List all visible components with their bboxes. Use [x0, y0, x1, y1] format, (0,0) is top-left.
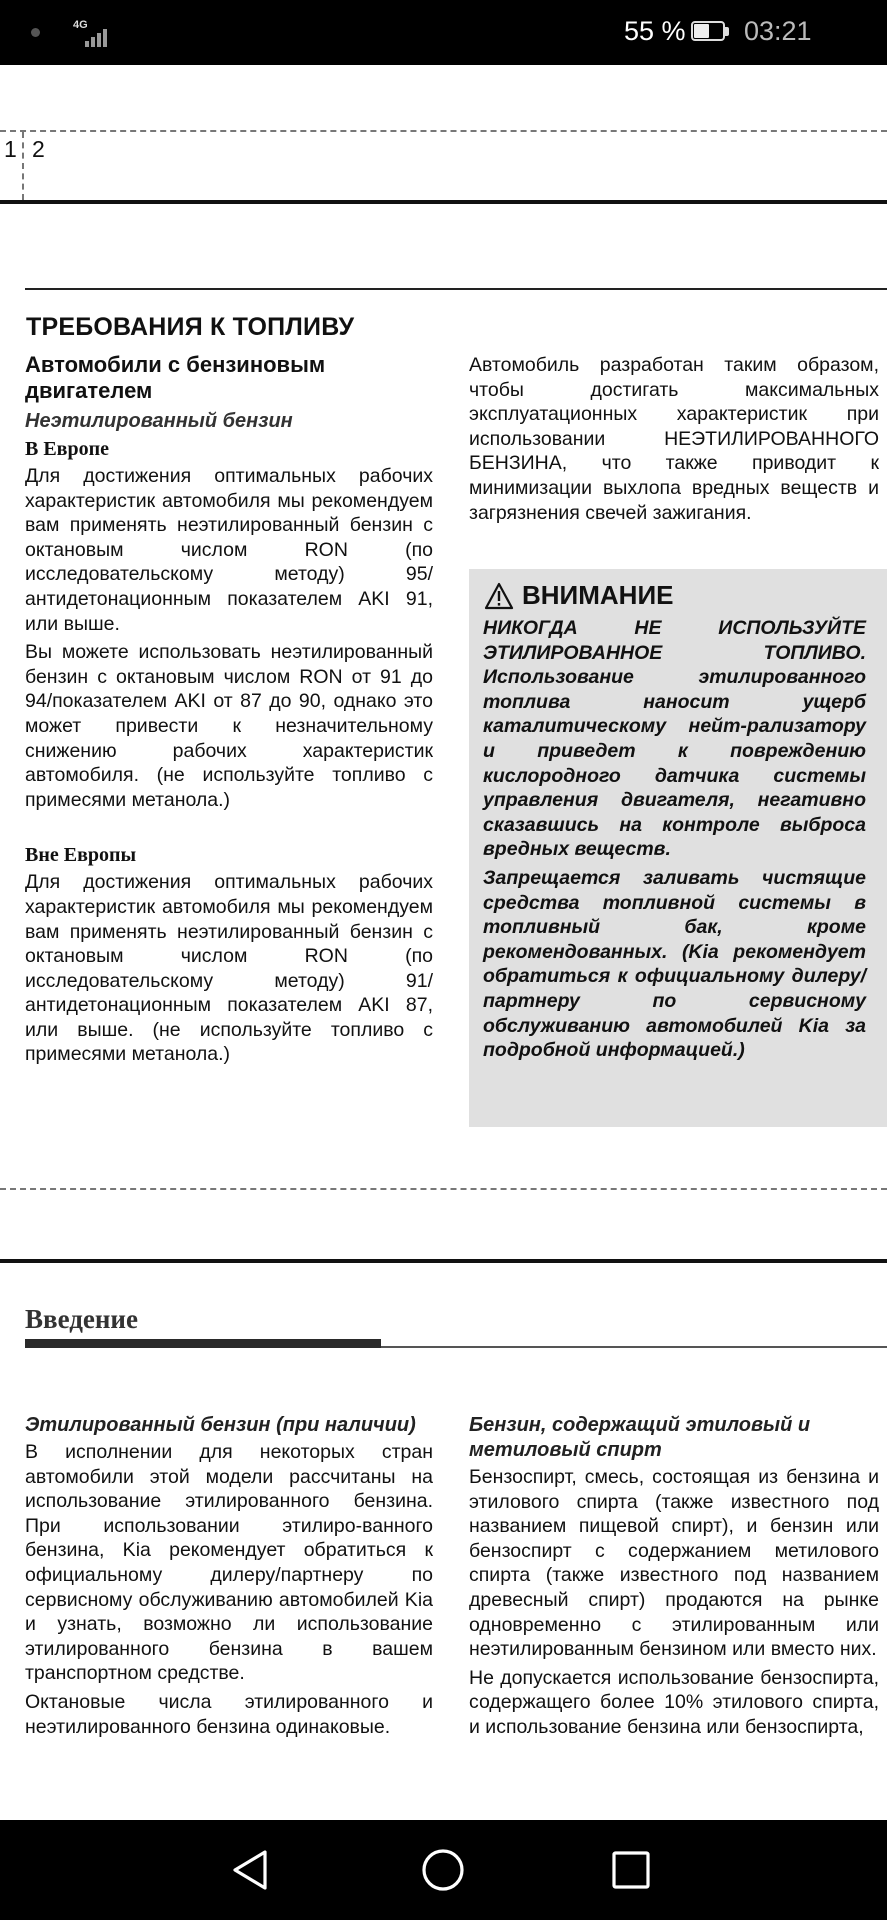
warning-triangle-icon: [484, 582, 514, 610]
navigation-bar: [0, 1820, 887, 1920]
notification-dot-icon: [31, 28, 40, 37]
alcohol-heading: Бензин, содержащий этиловый и метиловый спирт: [469, 1414, 811, 1461]
page-heading: ТРЕБОВАНИЯ К ТОПЛИВУ: [26, 313, 355, 341]
section-title: Введение: [25, 1304, 138, 1334]
section-title-line: [381, 1346, 887, 1348]
outside-europe-paragraph: Для достижения оптимальных рабочих характеристик автомобиля мы рекомендуем вам применять неэтилированный бензин с октановым числом RON (по исследовательскому методу) 91/антидетонационным показателем AKI 87, или выше. (не используйте топливо с примесями метанола.): [25, 871, 433, 1066]
left-column: [25, 352, 433, 1067]
clock: 03:21: [744, 16, 812, 46]
right-column: [469, 353, 879, 525]
europe-paragraph-2: Вы можете использовать неэтилированный бензин с октановым числом RON от 91 до 94/показателем AKI от 87 до 90, однако это может привести к незначительному снижению рабочих характеристик автомобиля. (не используйте топливо с примесями метанола.): [25, 641, 433, 811]
recents-icon[interactable]: [605, 1844, 657, 1896]
warning-title: [484, 580, 673, 611]
warning-paragraph-1: НИКОГДА НЕ ИСПОЛЬЗУЙТЕ ЭТИЛИРОВАННОЕ ТОПЛИВО. Использование этилированного топлива наносит ущерб каталитическому нейт-рализатору и приведет к повреждению кислородного датчика системы управления двигателя, негативно сказавшись на контроле выброса вредных веществ.: [483, 617, 866, 861]
page-top-border: [0, 200, 887, 204]
bottom-right-column: [469, 1413, 879, 1820]
signal-icon: [73, 19, 117, 47]
page-divider: [22, 132, 24, 200]
page-indicator: [0, 130, 887, 202]
page-2-top-border: [0, 1259, 887, 1263]
leaded-paragraph-1: В исполнении для некоторых стран автомобили этой модели рассчитаны на использование этилированного бензина. При использовании этилиро-ванного бензина, Kia рекомендует обратиться к официальному дилеру/партнеру по сервисному обслуживанию автомобилей Kia и узнать, возможно ли использование этилированного бензина в вашем транспортном средстве.: [25, 1441, 433, 1685]
intro-paragraph: Автомобиль разработан таким образом, чтобы достигать максимальных эксплуатационных характеристик при использовании НЕЭТИЛИРОВАННОГО БЕНЗИНА, что также приводит к минимизации выхлопа вредных веществ и загрязнения свечей зажигания.: [469, 354, 879, 524]
alcohol-paragraph-2: Не допускается использование бензоспирта, содержащего более 10% этилового спирта, и использование бензина или бензоспирта,: [469, 1666, 879, 1738]
leaded-heading: Этилированный бензин (при наличии): [25, 1414, 416, 1436]
alcohol-paragraph-1: Бензоспирт, смесь, состоящая из бензина и этилового спирта (также известного под названием пищевой спирт), и бензин или бензоспирт с содержанием метилового спирта (также известного под названием древесный спирт) продаются на рынке одновременно с этилированным или неэтилированным бензином или вместо них.: [469, 1466, 879, 1661]
network-type: 4G: [73, 19, 88, 31]
status-bar: [0, 0, 887, 65]
back-icon[interactable]: [225, 1844, 277, 1896]
warning-box: [469, 569, 887, 1127]
leaded-paragraph-2: Октановые числа этилированного и неэтилированного бензина одинаковые.: [25, 1690, 433, 1738]
europe-paragraph-1: Для достижения оптимальных рабочих характеристик автомобиля мы рекомендуем вам применять неэтилированный бензин с октановым числом RON (по исследовательскому методу) 95/антидетонационным показателем AKI 91, или выше.: [25, 465, 433, 635]
home-icon[interactable]: [417, 1844, 469, 1896]
header-rule: [25, 288, 887, 290]
outside-europe-heading: Вне Европы: [25, 844, 137, 867]
subheading: Автомобили с бензиновым двигателем: [25, 352, 326, 403]
page-number-2[interactable]: 2: [32, 136, 45, 162]
bottom-left-column: [25, 1413, 433, 1739]
europe-heading: В Европе: [25, 438, 110, 460]
page-break-dashed: [0, 1188, 887, 1190]
section-title-bar: [25, 1339, 381, 1348]
battery-percent: 55 %: [624, 16, 686, 46]
warning-body: [483, 616, 866, 1067]
battery-icon: [691, 21, 731, 43]
unleaded-heading: Неэтилированный бензин: [25, 410, 293, 432]
warning-paragraph-2: Запрещается заливать чистящие средства топливной системы в топливный бак, кроме рекомендованных. (Kia рекомендует обратиться к официальному дилеру/партнеру по сервисному обслуживанию автомобилей Kia за подробной информацией.): [483, 866, 866, 1062]
page-number-1[interactable]: 1: [4, 136, 17, 162]
warning-title-text: ВНИМАНИЕ: [522, 580, 674, 610]
